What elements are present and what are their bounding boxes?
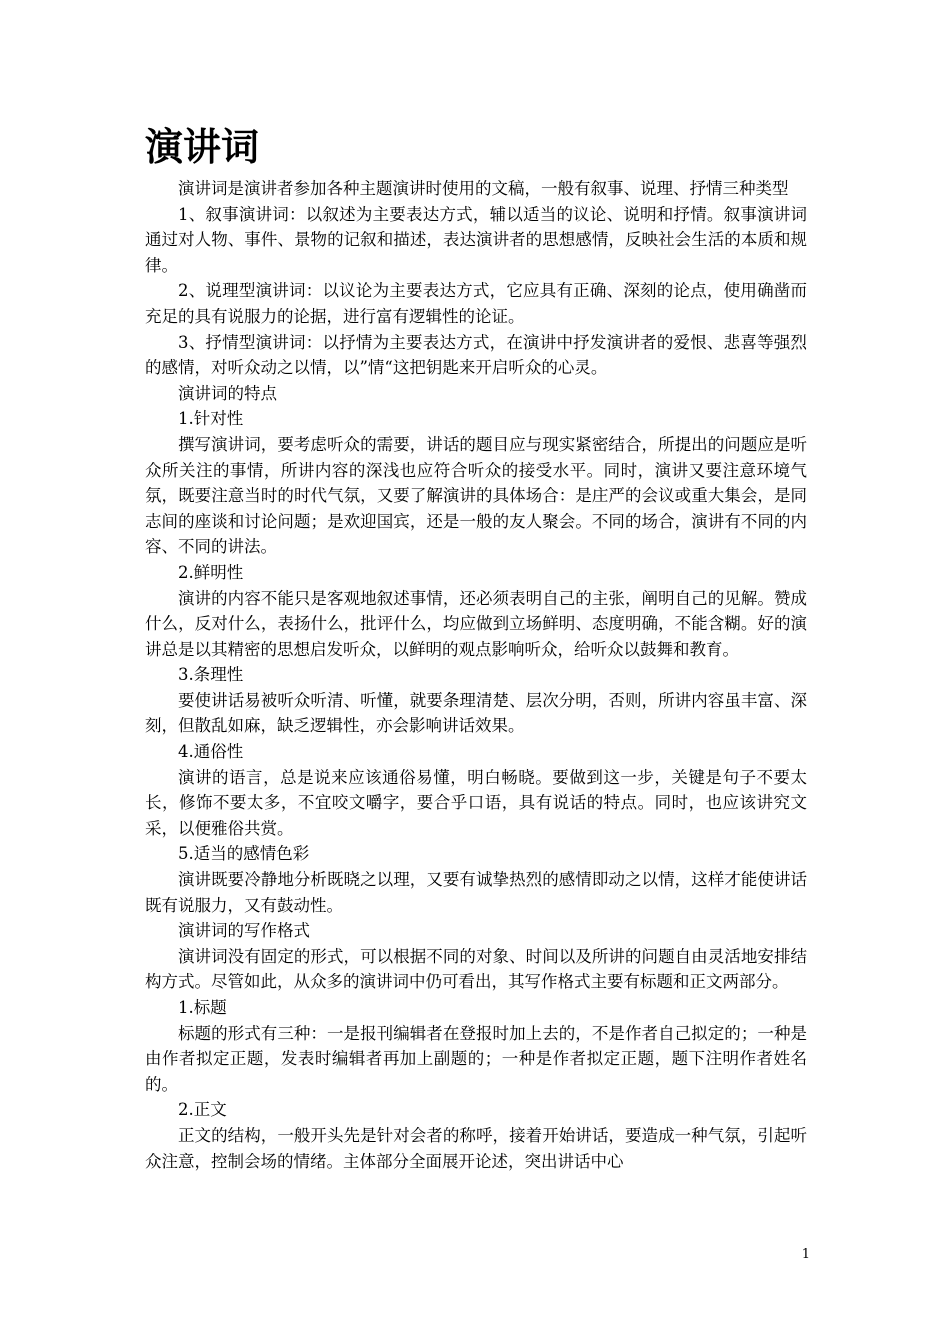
paragraph: 2.鲜明性	[178, 562, 244, 582]
paragraph: 1.标题	[178, 998, 227, 1017]
paragraph-list	[145, 176, 807, 1174]
paragraph: 撰写演讲词，要考虑听众的需要，讲话的题目应与现实紧密结合，所提出的问题应是听众所关注的事情，所讲内容的深浅也应符合听众的接受水平。同时，演讲又要注意环境气氛，既要注意当时的时代气氛，又要了解演讲的具体场合：是庄严的会议或重大集会，是同志间的座谈和讨论问题；是欢迎国宾，还是一般的友人聚会。不同的场合，演讲有不同的内容、不同的讲法。	[145, 434, 807, 557]
paragraph: 演讲词的写作格式	[178, 921, 310, 941]
paragraph: 3、抒情型演讲词：以抒情为主要表达方式，在演讲中抒发演讲者的爱恨、悲喜等强烈的感情，对听众动之以情，以”情“这把钥匙来开启听众的心灵。	[145, 332, 807, 378]
paragraph: 标题的形式有三种：一是报刊编辑者在登报时加上去的，不是作者自己拟定的；一种是由作者拟定正题，发表时编辑者再加上副题的；一种是作者拟定正题，题下注明作者姓名的。	[145, 1023, 807, 1094]
paragraph: 演讲词没有固定的形式，可以根据不同的对象、时间以及所讲的问题自由灵活地安排结构方式。尽管如此，从众多的演讲词中仍可看出，其写作格式主要有标题和正文两部分。	[145, 946, 807, 992]
paragraph: 4.通俗性	[178, 742, 244, 762]
document-body	[145, 122, 807, 1174]
paragraph: 演讲既要冷静地分析既晓之以理，又要有诚挚热烈的感情即动之以情，这样才能使讲话既有说服力，又有鼓动性。	[145, 870, 807, 915]
paragraph: 1、叙事演讲词：以叙述为主要表达方式，辅以适当的议论、说明和抒情。叙事演讲词通过对人物、事件、景物的记叙和描述，表达演讲者的思想感情，反映社会生活的本质和规律。	[145, 204, 807, 275]
paragraph: 2、说理型演讲词：以议论为主要表达方式，它应具有正确、深刻的论点，使用确凿而充足的具有说服力的论据，进行富有逻辑性的论证。	[145, 281, 807, 326]
document-title: 演讲词	[145, 125, 260, 169]
paragraph: 演讲词的特点	[178, 383, 277, 403]
paragraph: 1.针对性	[178, 409, 244, 429]
paragraph: 演讲的内容不能只是客观地叙述事情，还必须表明自己的主张，阐明自己的见解。赞成什么，反对什么，表扬什么，批评什么，均应做到立场鲜明、态度明确，不能含糊。好的演讲总是以其精密的思想启发听众，以鲜明的观点影响听众，给听众以鼓舞和教育。	[145, 588, 807, 659]
paragraph: 正文的结构，一般开头先是针对会者的称呼，接着开始讲话，要造成一种气氛，引起听众注意，控制会场的情绪。主体部分全面展开论述，突出讲话中心	[145, 1125, 807, 1171]
paragraph: 演讲的语言，总是说来应该通俗易懂，明白畅晓。要做到这一步，关键是句子不要太长，修饰不要太多，不宜咬文嚼字，要合乎口语，具有说话的特点。同时，也应该讲究文采，以便雅俗共赏。	[145, 767, 807, 838]
paragraph: 2.正文	[178, 1100, 227, 1120]
paragraph: 5.适当的感情色彩	[178, 844, 310, 864]
paragraph: 要使讲话易被听众听清、听懂，就要条理清楚、层次分明，否则，所讲内容虽丰富、深刻，但散乱如麻，缺乏逻辑性，亦会影响讲话效果。	[145, 690, 807, 736]
page-number: 1	[801, 1247, 810, 1262]
paragraph: 演讲词是演讲者参加各种主题演讲时使用的文稿，一般有叙事、说理、抒情三种类型	[178, 179, 789, 198]
paragraph: 3.条理性	[178, 665, 244, 685]
